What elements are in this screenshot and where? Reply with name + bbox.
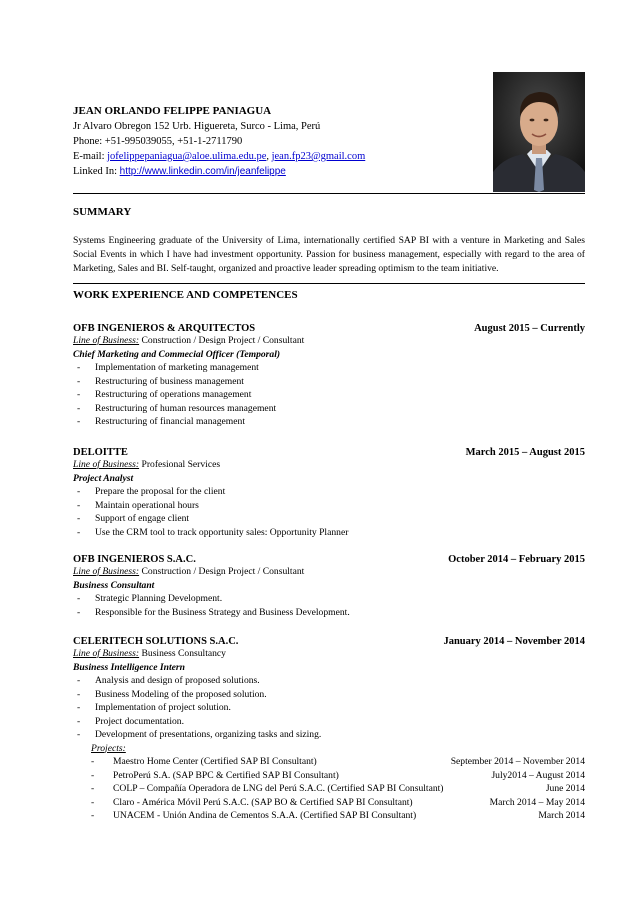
experience-title: WORK EXPERIENCE AND COMPETENCES	[73, 289, 298, 301]
divider	[73, 283, 585, 284]
bullet-dash: -	[91, 810, 95, 821]
linkedin-label: Linked In:	[73, 166, 120, 177]
bullet-dash: -	[77, 715, 81, 727]
linkedin-line	[73, 164, 493, 179]
bullet-dash: -	[77, 593, 81, 604]
email-link-2[interactable]: jean.fp23@gmail.com	[271, 151, 366, 162]
project-name: Claro - América Móvil Perú S.A.C. (SAP BO & Certified SAP BI Consultant)	[113, 796, 413, 808]
profile-photo	[493, 72, 585, 192]
bullet-text: Use the CRM tool to track opportunity sales: Opportunity Planner	[95, 526, 349, 538]
candidate-name: JEAN ORLANDO FELIPPE PANIAGUA	[73, 105, 272, 117]
bullet-dash: -	[91, 756, 95, 767]
list-item	[73, 485, 585, 499]
bullet-text: Strategic Planning Development.	[95, 593, 223, 604]
project-item	[73, 796, 585, 810]
bullet-text: Implementation of marketing management	[95, 362, 259, 373]
lob-value: Business Consultancy	[139, 648, 226, 659]
bullet-text: Support of engage client	[95, 513, 190, 524]
project-item	[73, 782, 585, 796]
bullet-dash: -	[77, 402, 81, 414]
list-item	[73, 388, 585, 402]
job-role: Chief Marketing and Commecial Officer (Temporal)	[73, 348, 281, 360]
list-item	[73, 526, 585, 540]
bullet-dash: -	[77, 526, 81, 538]
list-item	[73, 674, 585, 688]
bullet-dash: -	[77, 416, 81, 427]
project-dates: March 2014	[538, 810, 585, 821]
company-name: OFB INGENIEROS S.A.C.	[73, 554, 196, 565]
project-dates: September 2014 – November 2014	[450, 756, 585, 767]
list-item	[73, 606, 585, 620]
bullet-text: Responsible for the Business Strategy and Business Development.	[95, 606, 350, 618]
bullet-dash: -	[77, 375, 81, 387]
email-label: E-mail:	[73, 151, 108, 162]
linkedin-link[interactable]: http://www.linkedin.com/in/jeanfelippe	[119, 166, 286, 177]
list-item	[73, 361, 585, 375]
bullet-dash: -	[91, 796, 95, 808]
bullet-text: Analysis and design of proposed solutions.	[95, 675, 260, 686]
list-item	[73, 512, 585, 526]
divider	[73, 193, 585, 194]
bullet-text: Restructuring of financial management	[95, 416, 245, 427]
list-item	[73, 415, 585, 429]
bullet-dash: -	[77, 389, 81, 400]
job-dates: March 2015 – August 2015	[465, 447, 585, 458]
bullet-dash: -	[77, 606, 81, 618]
list-item	[73, 688, 585, 702]
bullet-text: Prepare the proposal for the client	[95, 486, 226, 497]
bullet-dash: -	[77, 729, 81, 740]
lob-value: Profesional Services	[139, 459, 221, 470]
company-name: CELERITECH SOLUTIONS S.A.C.	[73, 636, 239, 647]
lob-label: Line of Business:	[73, 566, 140, 577]
line-of-business	[73, 458, 585, 472]
summary-text: Systems Engineering graduate of the University of Lima, internationally certified SAP BI with a venture in Marketing and Sales Social Events in which I have had investment opportunity. Passion for business management, especially with regard to the area of Marketing, Sales and BI. Self-taught, organized and proactive leader spreading optimism to the team initiative.	[73, 235, 585, 274]
job-role: Business Intelligence Intern	[73, 661, 185, 673]
project-dates: July2014 – August 2014	[491, 769, 585, 781]
bullet-dash: -	[77, 675, 81, 686]
bullet-text: Restructuring of human resources management	[95, 402, 277, 414]
address: Jr Alvaro Obregon 152 Urb. Higuereta, Surco - Lima, Perú	[73, 121, 321, 132]
list-item	[73, 728, 585, 742]
bullet-text: Restructuring of operations management	[95, 389, 252, 400]
list-item	[73, 592, 585, 606]
job-role: Business Consultant	[73, 579, 155, 591]
project-dates: March 2014 – May 2014	[489, 796, 585, 808]
lob-label: Line of Business:	[73, 459, 140, 470]
bullet-text: Development of presentations, organizing tasks and sizing.	[95, 729, 322, 740]
bullet-dash: -	[77, 486, 81, 497]
bullet-dash: -	[77, 362, 81, 373]
bullet-dash: -	[91, 769, 95, 781]
line-of-business	[73, 565, 585, 579]
bullet-text: Maintain operational hours	[95, 499, 199, 511]
project-dates: June 2014	[545, 783, 585, 794]
lob-label: Line of Business:	[73, 335, 140, 346]
job-dates: October 2014 – February 2015	[448, 554, 585, 565]
lob-label: Line of Business:	[73, 648, 140, 659]
job-entry	[73, 631, 585, 823]
company-name: OFB INGENIEROS & ARQUITECTOS	[73, 323, 256, 334]
list-item	[73, 715, 585, 729]
projects-title: Projects:	[91, 742, 126, 754]
summary-title: SUMMARY	[73, 206, 132, 218]
project-name: COLP – Compañía Operadora de LNG del Perú S.A.C. (Certified SAP BI Consultant)	[113, 783, 444, 794]
bullet-dash: -	[77, 513, 81, 524]
bullet-dash: -	[77, 499, 81, 511]
line-of-business	[73, 334, 585, 348]
bullet-text: Restructuring of business management	[95, 375, 244, 387]
bullet-text: Implementation of project solution.	[95, 702, 231, 713]
lob-value: Construction / Design Project / Consultant	[139, 566, 305, 577]
line-of-business	[73, 647, 585, 661]
job-dates: January 2014 – November 2014	[443, 636, 585, 647]
job-entry	[73, 549, 585, 619]
project-name: PetroPerú S.A. (SAP BPC & Certified SAP BI Consultant)	[113, 769, 339, 781]
list-item	[73, 375, 585, 389]
list-item	[73, 499, 585, 513]
job-dates: August 2015 – Currently	[474, 323, 585, 334]
bullet-dash: -	[77, 702, 81, 713]
job-role: Project Analyst	[73, 472, 134, 484]
phone: Phone: +51-995039055, +51-1-2711790	[73, 136, 243, 147]
bullet-dash: -	[77, 688, 81, 700]
bullet-text: Project documentation.	[95, 715, 184, 727]
job-entry	[73, 442, 585, 539]
bullet-dash: -	[91, 783, 95, 794]
project-name: UNACEM - Unión Andina de Cementos S.A.A. (Certified SAP BI Consultant)	[113, 810, 417, 821]
project-item	[73, 809, 585, 823]
project-item	[73, 769, 585, 783]
project-name: Maestro Home Center (Certified SAP BI Consultant)	[113, 756, 317, 767]
company-name: DELOITTE	[73, 447, 128, 458]
job-entry	[73, 318, 585, 429]
email-line	[73, 149, 493, 164]
lob-value: Construction / Design Project / Consultant	[139, 335, 305, 346]
email-separator: ,	[266, 151, 272, 162]
project-item	[73, 755, 585, 769]
list-item	[73, 701, 585, 715]
email-link-1[interactable]: jofelippepaniagua@aloe.ulima.edu.pe	[107, 151, 267, 162]
bullet-text: Business Modeling of the proposed solution.	[95, 688, 267, 700]
list-item	[73, 402, 585, 416]
